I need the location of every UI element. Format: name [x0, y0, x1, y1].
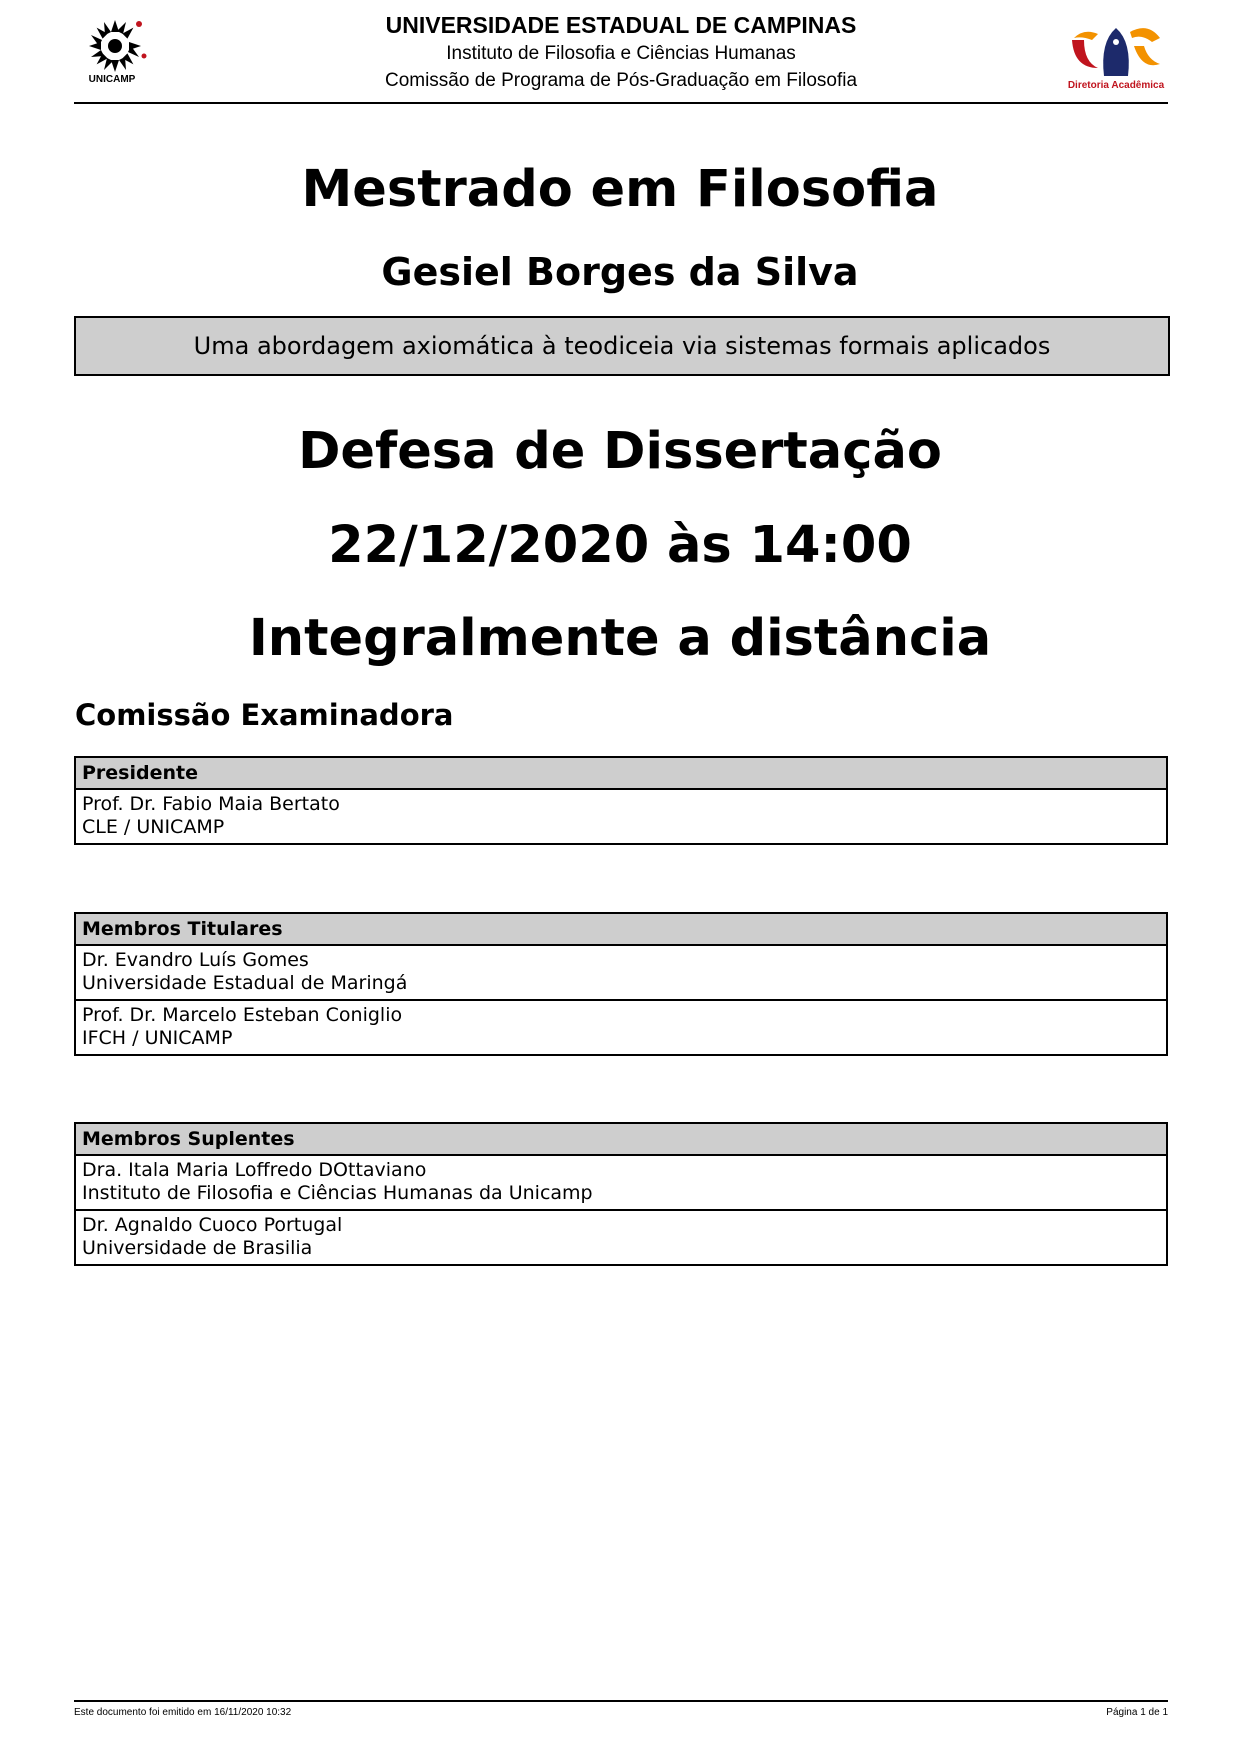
- page-number: Página 1 de 1: [1106, 1707, 1168, 1718]
- member-affiliation: CLE / UNICAMP: [82, 816, 225, 838]
- diretoria-academica-text: Diretoria Acadêmica: [1067, 80, 1165, 91]
- table-row: [76, 946, 1166, 999]
- commission-name: Comissão de Programa de Pós-Graduação em Filosofia: [384, 70, 858, 91]
- defense-datetime: 22/12/2020 às 14:00: [328, 516, 912, 575]
- member-affiliation: IFCH / UNICAMP: [82, 1027, 233, 1049]
- thesis-title: Uma abordagem axiomática à teodiceia via sistemas formais aplicados: [193, 332, 1051, 360]
- member-name: Prof. Dr. Fabio Maia Bertato: [82, 793, 340, 815]
- defense-type: Defesa de Dissertação: [298, 422, 942, 481]
- table-header: Membros Titulares: [76, 914, 1166, 946]
- thesis-title-box: [74, 316, 1170, 376]
- member-name: Dra. Itala Maria Loffredo DOttaviano: [82, 1159, 427, 1181]
- defense-mode: Integralmente a distância: [248, 609, 992, 668]
- university-name: UNIVERSIDADE ESTADUAL DE CAMPINAS: [385, 12, 857, 38]
- issued-timestamp: Este documento foi emitido em 16/11/2020 10:32: [74, 1707, 292, 1718]
- institute-name: Instituto de Filosofia e Ciências Humanas: [446, 43, 796, 64]
- member-affiliation: Universidade Estadual de Maringá: [82, 972, 408, 994]
- table-header: Presidente: [76, 758, 1166, 790]
- document-header: [74, 10, 1168, 104]
- unicamp-logo-text: UNICAMP: [88, 74, 136, 85]
- table-header: Membros Suplentes: [76, 1124, 1166, 1156]
- table-row: [76, 999, 1166, 1054]
- titular-members-table: [74, 912, 1168, 1056]
- member-affiliation: Universidade de Brasilia: [82, 1237, 313, 1259]
- header-titles: [74, 10, 1168, 95]
- table-row: [76, 1209, 1166, 1264]
- president-table: [74, 756, 1168, 845]
- footer-divider: [74, 1700, 1168, 1702]
- member-affiliation: Instituto de Filosofia e Ciências Humanas da Unicamp: [82, 1182, 593, 1204]
- committee-heading: Comissão Examinadora: [75, 698, 454, 732]
- member-name: Dr. Evandro Luís Gomes: [82, 949, 309, 971]
- member-name: Dr. Agnaldo Cuoco Portugal: [82, 1214, 343, 1236]
- substitute-members-table: [74, 1122, 1168, 1266]
- table-row: [76, 1156, 1166, 1209]
- member-name: Prof. Dr. Marcelo Esteban Coniglio: [82, 1004, 403, 1026]
- student-name: Gesiel Borges da Silva: [381, 250, 859, 294]
- program-title: Mestrado em Filosofia: [301, 160, 939, 219]
- table-row: [76, 790, 1166, 843]
